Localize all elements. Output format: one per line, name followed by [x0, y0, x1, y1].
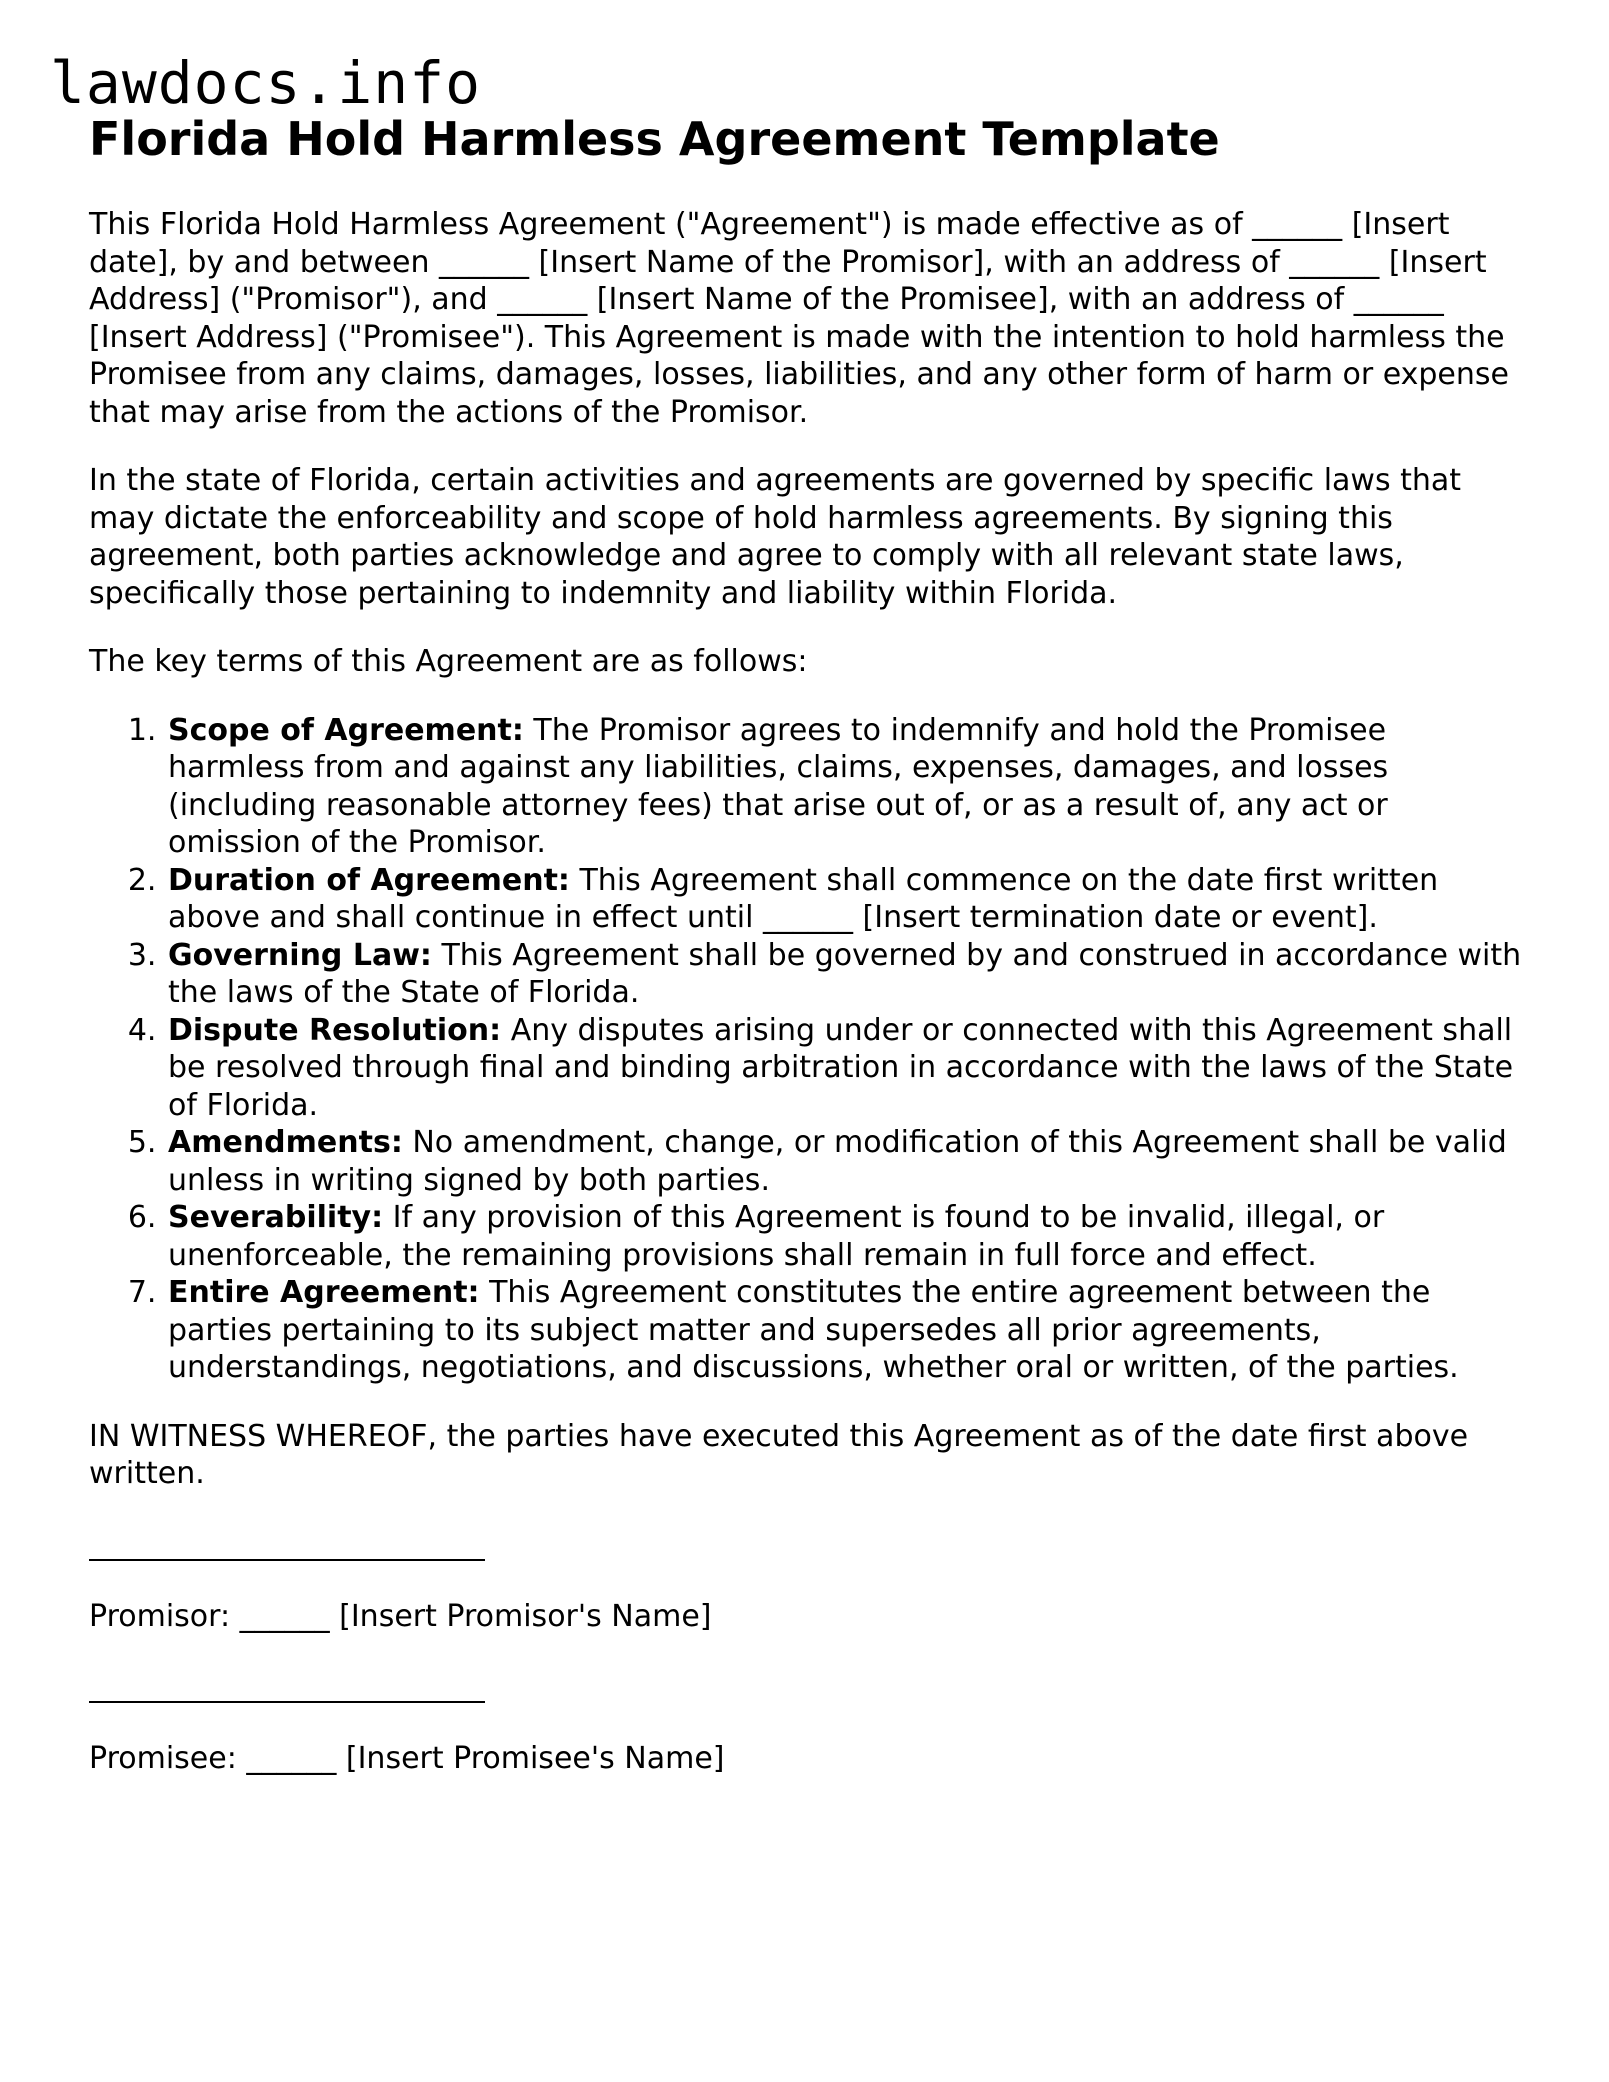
term-text: The Promisor agrees to indemnify and hold the Promisee harmless from and against any liabilities, claims, expenses, damages, and losses (including reasonable attorney fees) that arise out of, or as a result of, any act or omission of the Promisor.	[168, 712, 1389, 860]
term-text: This Agreement shall commence on the date first written above and shall continue in effect until ______ [Insert termination date or event].	[168, 862, 1439, 935]
promisor-label: Promisor: ______ [Insert Promisor's Name]	[89, 1598, 712, 1634]
term-item	[166, 1274, 1529, 1387]
term-item	[166, 937, 1529, 1012]
intro-paragraph: This Florida Hold Harmless Agreement ("Agreement") is made effective as of ______ [Insert date], by and between ______ [Insert Name of the Promisor], with an address of ______ [Insert Address] ("Promisor"), and ______ [Insert Name of the Promisee], with an address of ______ [Insert Address] ("Promisee"). This Agreement is made with the intention to hold harmless the Promisee from any claims, damages, losses, liabilities, and any other form of harm or expense that may arise from the actions of the Promisor.	[89, 207, 1509, 430]
site-watermark: lawdocs.info	[50, 49, 482, 117]
term-text: If any provision of this Agreement is found to be invalid, illegal, or unenforceable, the remaining provisions shall remain in full force and effect.	[168, 1200, 1385, 1273]
term-text: This Agreement shall be governed by and construed in accordance with the laws of the State of Florida.	[168, 937, 1522, 1010]
term-text: Any disputes arising under or connected with this Agreement shall be resolved through final and binding arbitration in accordance with the laws of the State of Florida.	[168, 1012, 1514, 1123]
terms-list	[89, 712, 1529, 1387]
term-heading: Entire Agreement:	[168, 1275, 480, 1310]
promisee-signature-line	[89, 1701, 485, 1703]
term-heading: Governing Law:	[168, 937, 432, 973]
term-heading: Scope of Agreement:	[168, 712, 524, 748]
term-text: This Agreement constitutes the entire agreement between the parties pertaining to its subject matter and supersedes all prior agreements, understandings, negotiations, and discussions, whether oral or written, of the parties.	[168, 1275, 1459, 1385]
terms-intro: The key terms of this Agreement are as follows:	[89, 644, 808, 679]
term-item	[166, 1012, 1529, 1125]
term-item	[166, 1199, 1529, 1274]
term-item	[166, 862, 1529, 937]
promisor-signature-line	[89, 1559, 485, 1561]
document-body	[89, 110, 1529, 1778]
term-item	[166, 712, 1529, 862]
witness-paragraph: IN WITNESS WHEREOF, the parties have executed this Agreement as of the date first above written.	[89, 1418, 1469, 1491]
term-heading: Duration of Agreement:	[168, 862, 570, 898]
term-heading: Dispute Resolution:	[168, 1012, 502, 1048]
term-heading: Amendments:	[168, 1125, 403, 1160]
term-heading: Severability:	[168, 1200, 384, 1235]
state-law-paragraph: In the state of Florida, certain activities and agreements are governed by specific laws that may dictate the enforceability and scope of hold harmless agreements. By signing this agreement, both parties acknowledge and agree to comply with all relevant state laws, specifically those pertaining to indemnity and liability within Florida.	[89, 463, 1462, 611]
promisee-label: Promisee: ______ [Insert Promisee's Name]	[89, 1741, 725, 1776]
term-text: No amendment, change, or modification of this Agreement shall be valid unless in writing signed by both parties.	[168, 1125, 1507, 1198]
document-title: Florida Hold Harmless Agreement Template	[89, 112, 1220, 166]
term-item	[166, 1124, 1529, 1199]
